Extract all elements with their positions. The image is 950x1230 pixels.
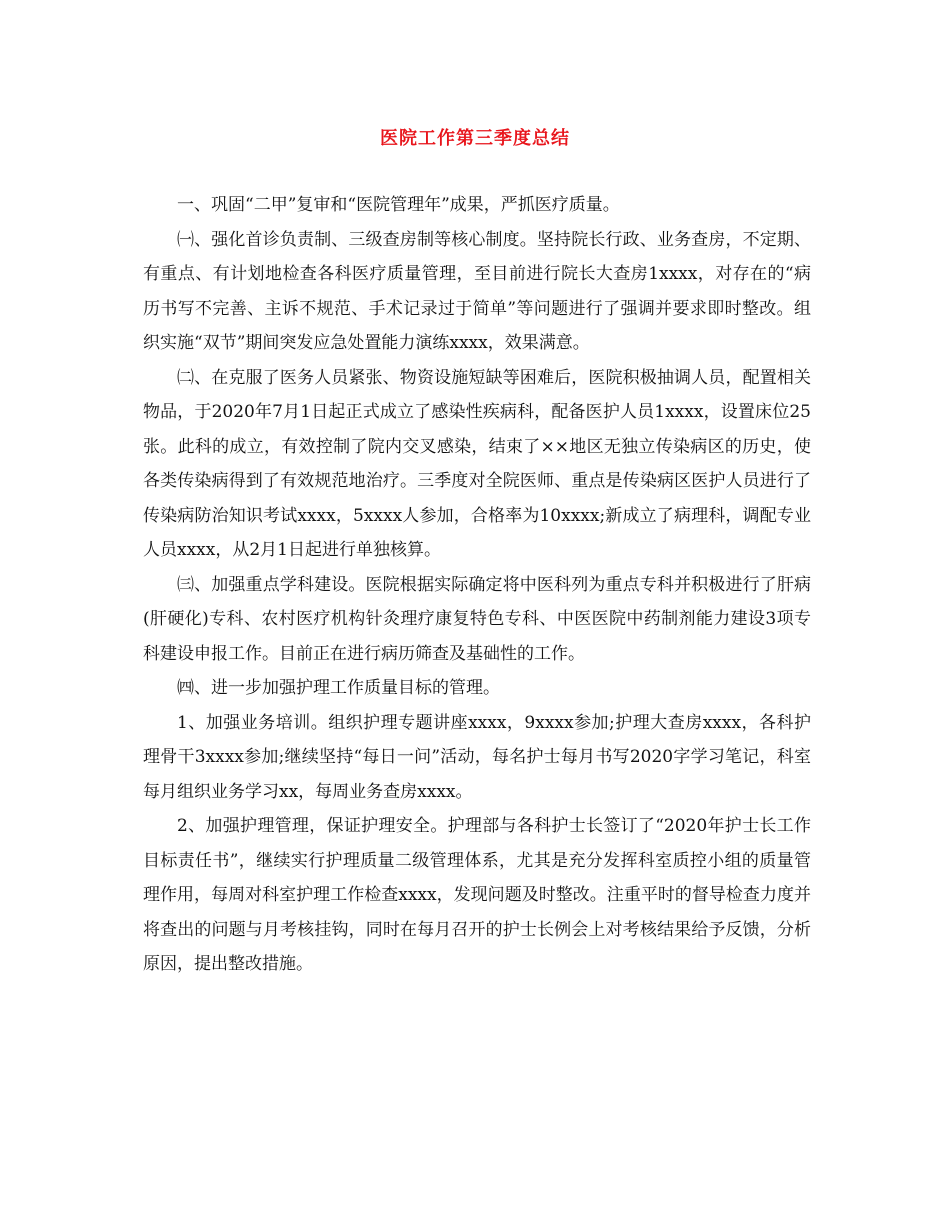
page-title: 医院工作第三季度总结 bbox=[380, 128, 570, 149]
paragraph-key-disciplines: ㈢、加强重点学科建设。医院根据实际确定将中医科列为重点专科并积极进行了肝病(肝硬化)专科、农村医疗机构针灸理疗康复特色专科、中医医院中药制剂能力建设3项专科建设申报工作。目前正在进行病历筛查及基础性的工作。 bbox=[143, 574, 811, 664]
paragraph-nursing-management: 2、加强护理管理，保证护理安全。护理部与各科护士长签订了“2020年护士长工作目标责任书”，继续实行护理质量二级管理体系，尤其是充分发挥科室质控小组的质量管理作用，每周对科室护理工作检查xxxx，发现问题及时整改。注重平时的督导检查力度并将查出的问题与月考核挂钩，同时在每月召开的护士长例会上对考核结果给予反馈，分析原因，提出整改措施。 bbox=[143, 816, 811, 974]
paragraph-nursing-quality: ㈣、进一步加强护理工作质量目标的管理。 bbox=[177, 678, 500, 698]
paragraph-core-systems: ㈠、强化首诊负责制、三级查房制等核心制度。坚持院长行政、业务查房，不定期、有重点、有计划地检查各科医疗质量管理，至目前进行院长大查房1xxxx，对存在的“病历书写不完善、主诉不规范、手术记录过于简单”等问题进行了强调并要求即时整改。组织实施“双节”期间突发应急处置能力演练xxxx，效果满意。 bbox=[143, 229, 811, 353]
paragraph-nursing-training: 1、加强业务培训。组织护理专题讲座xxxx，9xxxx参加;护理大查房xxxx，各科护理骨干3xxxx参加;继续坚持“每日一问”活动，每名护士每月书写2020字学习笔记，科室每月组织业务学习xx，每周业务查房xxxx。 bbox=[143, 712, 811, 802]
paragraph-infection-dept: ㈡、在克服了医务人员紧张、物资设施短缺等困难后，医院积极抽调人员，配置相关物品，于2020年7月1日起正式成立了感染性疾病科，配备医护人员1xxxx，设置床位25张。此科的成立，有效控制了院内交叉感染，结束了××地区无独立传染病区的历史，使各类传染病得到了有效规范地治疗。三季度对全院医师、重点是传染病区医护人员进行了传染病防治知识考试xxxx，5xxxx人参加，合格率为10xxxx;新成立了病理科，调配专业人员xxxx，从2月1日起进行单独核算。 bbox=[143, 367, 811, 560]
document-body bbox=[143, 188, 811, 982]
section-heading-1: 一、巩固“二甲”复审和“医院管理年”成果，严抓医疗质量。 bbox=[177, 195, 620, 215]
